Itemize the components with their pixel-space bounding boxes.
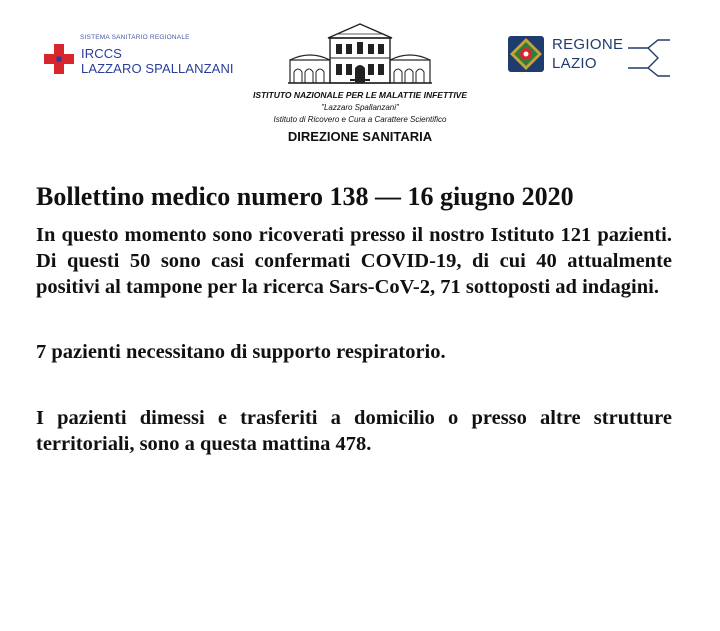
paragraph-discharges: I pazienti dimessi e trasferiti a domicilio o presso altre strutture territoriali, sono a questa mattina 478.: [36, 407, 672, 455]
institute-name: ISTITUTO NAZIONALE PER LE MALATTIE INFETTIVE: [252, 90, 468, 100]
region-name-line2: LAZIO: [552, 55, 597, 72]
building-illustration-icon: [288, 20, 432, 86]
spallanzani-logo: [44, 34, 234, 84]
regional-crest-icon: [506, 34, 546, 74]
bulletin-body: [36, 180, 672, 457]
paragraph-respiratory-support: 7 pazienti necessitano di supporto respiratorio.: [36, 341, 446, 363]
institute-namesake: "Lazzaro Spallanzani": [321, 103, 399, 112]
logo-name-line1: IRCCS: [81, 46, 122, 61]
red-cross-icon: [44, 44, 74, 74]
logo-name-line2: LAZZARO SPALLANZANI: [81, 61, 234, 76]
paragraph-admissions: In questo momento sono ricoverati presso il nostro Istituto 121 pazienti. Di questi 50 sono casi confermati COVID-19, di cui 40 attualmente positivi al tampone per la ricerca Sars-CoV-2, 71 sottoposti ad indagini.: [36, 224, 672, 298]
institute-type: Istituto di Ricovero e Cura a Carattere Scientifico: [273, 115, 447, 124]
regione-lazio-logo: [506, 34, 676, 82]
department-name: DIREZIONE SANITARIA: [287, 129, 433, 144]
institute-logo: [240, 20, 480, 150]
decorative-lines-icon: [628, 38, 672, 78]
bulletin-title: Bollettino medico numero 138 — 16 giugno 2020: [36, 182, 574, 211]
region-name-line1: REGIONE: [552, 36, 624, 53]
logo-caption: SISTEMA SANITARIO REGIONALE: [80, 34, 190, 41]
letterhead: [0, 0, 720, 160]
